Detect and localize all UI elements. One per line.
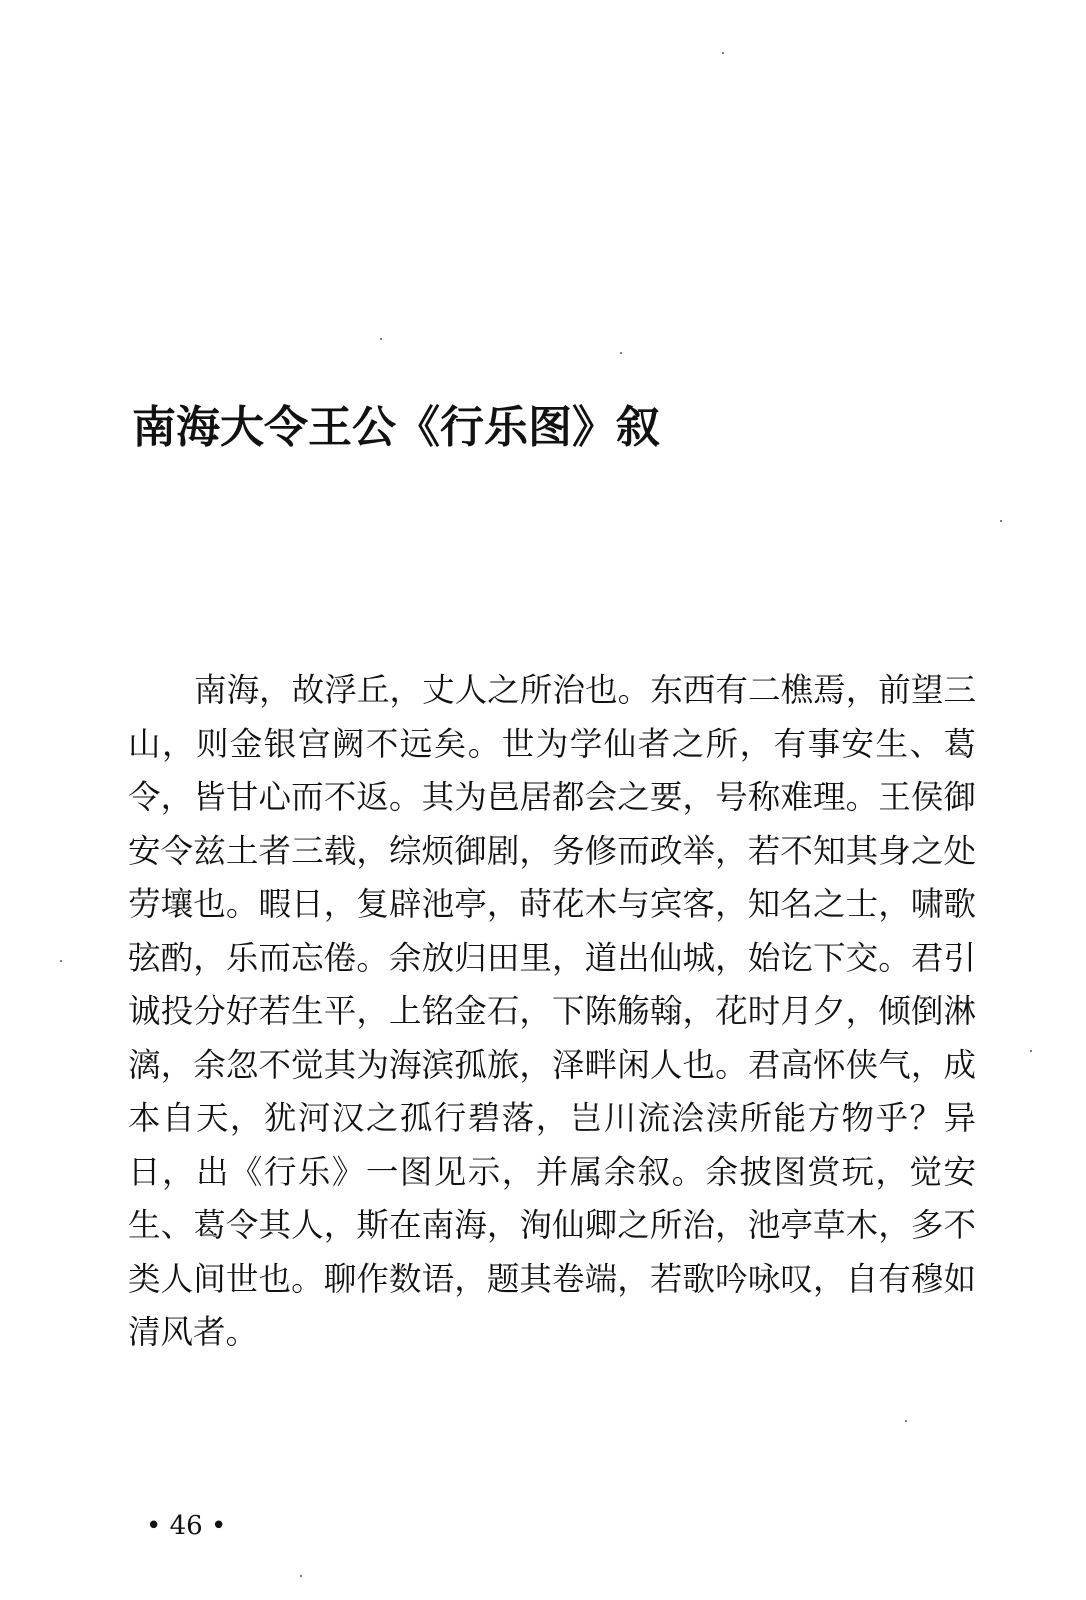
- body-paragraph: 南海，故浮丘，丈人之所治也。东西有二樵焉，前望三山，则金银宫阙不远矣。世为学仙者之所，有事安生、葛令，皆甘心而不返。其为邑居都会之要，号称难理。王侯御安令兹土者三载，综烦御剧，务修而政举，若不知其身之处劳壤也。暇日，复辟池亭，莳花木与宾客，知名之士，啸歌弦酌，乐而忘倦。余放归田里，道出仙城，始讫下交。君引诚投分好若生平，上铭金石，下陈觞翰，花时月夕，倾倒淋漓，余忽不觉其为海滨孤旅，泽畔闲人也。君高怀侠气，成本自天，犹河汉之孤行碧落，岂川流浍渎所能方物乎？异日，出《行乐》一图见示，并属余叙。余披图赏玩，觉安生、葛令其人，斯在南海，洵仙卿之所治，池亭草木，多不类人间世也。聊作数语，题其卷端，若歌吟咏叹，自有穆如清风者。: [128, 671, 976, 1351]
- scan-speck: [905, 1420, 907, 1422]
- scan-speck: [620, 352, 622, 354]
- page-number: • 46 •: [146, 1511, 227, 1541]
- scan-speck: [300, 1575, 302, 1577]
- page-title: 南海大令王公《行乐图》叙: [132, 402, 660, 453]
- scan-speck: [722, 52, 724, 54]
- scan-speck: [380, 338, 382, 340]
- scan-speck: [1000, 520, 1002, 522]
- scan-speck: [1030, 1050, 1032, 1052]
- scan-speck: [60, 960, 62, 962]
